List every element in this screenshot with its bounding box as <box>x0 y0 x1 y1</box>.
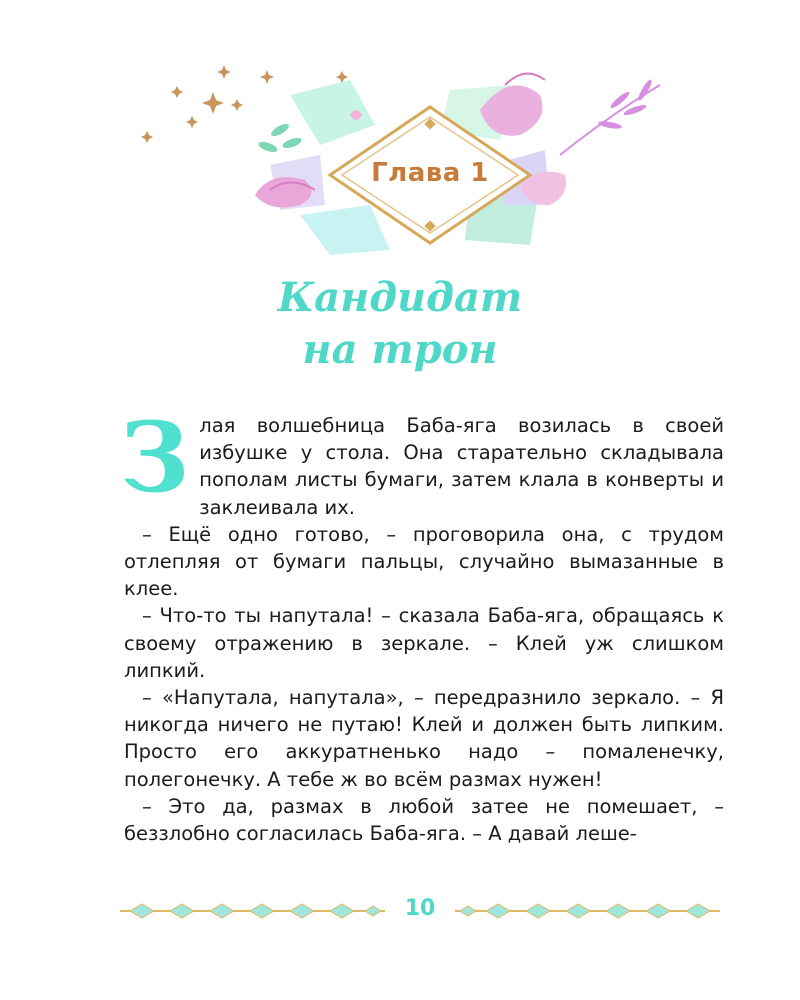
chapter-title-line-1: Кандидат <box>277 274 523 321</box>
chapter-title <box>0 272 800 376</box>
chapter-title-line-2: на трон <box>302 326 498 373</box>
story-text <box>120 401 724 847</box>
chapter-header-illustration <box>120 55 680 270</box>
paragraph-5: – Это да, размах в любой затее не помешает, – беззлобно согласилась Баба-яга. – А давай леше- <box>124 794 724 846</box>
page-number: 10 <box>404 896 436 921</box>
drop-cap-letter: З <box>120 401 190 514</box>
page-footer <box>120 896 720 926</box>
paragraph-3: – Что-то ты напутала! – сказала Баба-яга, обращаясь к своему отражению в зеркале. – Клей уж слишком липкий. <box>124 604 724 682</box>
paragraph-4: – «Напутала, напутала», – передразнило зеркало. – Я никогда ничего не путаю! Клей и должен быть липким. Просто его аккуратненько надо – помаленечку, полегонечку. А тебе ж во всём размах нужен! <box>124 686 724 791</box>
chapter-label: Глава 1 <box>371 158 489 188</box>
paragraph-1: лая волшебница Баба-яга возилась в своей избушке у стола. Она старательно складывала пополам листы бумаги, затем клала в конверты и заклеивала их. <box>199 414 724 519</box>
paragraph-2: – Ещё одно готово, – проговорила она, с трудом отлепляя от бумаги пальцы, случайно вымазанные в клее. <box>124 522 724 601</box>
